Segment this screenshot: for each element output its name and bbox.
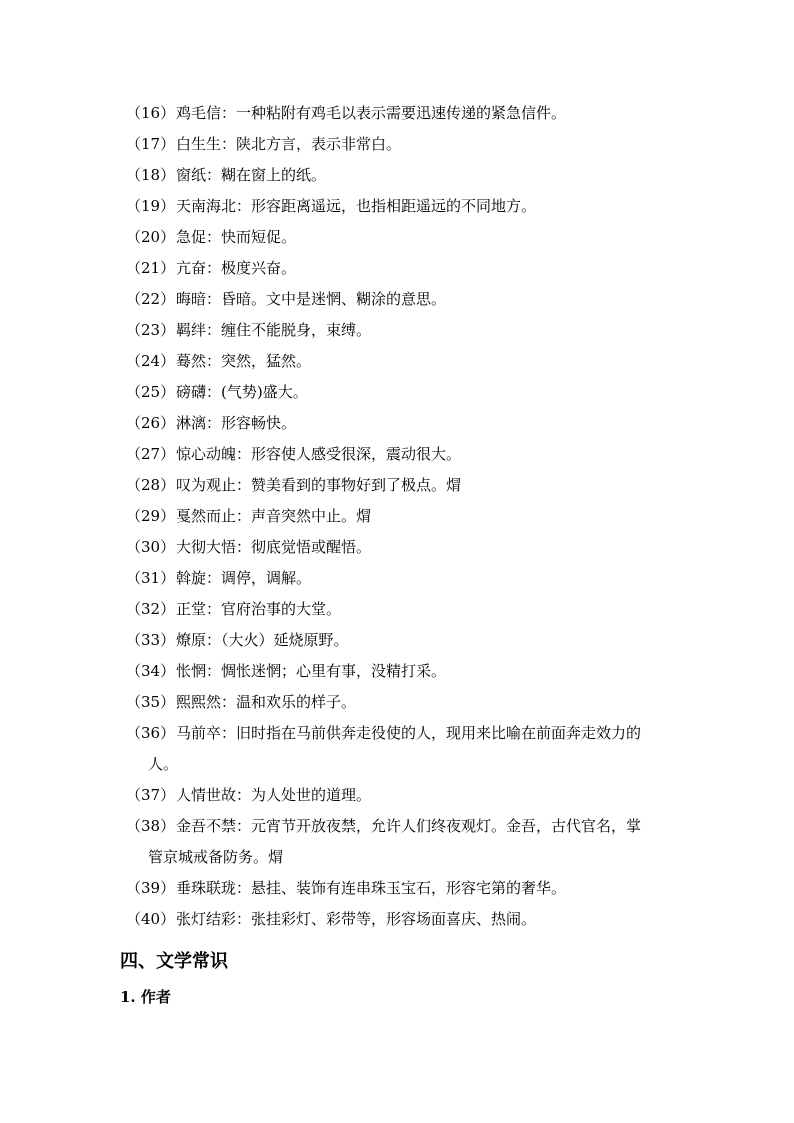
item-number: （23） [126, 321, 176, 339]
item-text: 蓦然：突然，猛然。 [176, 352, 312, 370]
list-item [126, 377, 686, 408]
item-number: （32） [126, 600, 176, 618]
item-text: 人情世故：为人处世的道理。 [176, 786, 372, 804]
item-number: （39） [126, 879, 176, 897]
item-number: （24） [126, 352, 176, 370]
item-text: 怅惘：惆怅迷惘；心里有事，没精打采。 [176, 662, 447, 680]
list-item [126, 904, 686, 935]
item-text: 熙熙然：温和欢乐的样子。 [176, 693, 357, 711]
item-number: （16） [126, 104, 176, 122]
item-number: （28） [126, 476, 176, 494]
item-number: （31） [126, 569, 176, 587]
item-text: 垂珠联珑：悬挂、装饰有连串珠玉宝石，形容宅第的奢华。 [176, 879, 567, 897]
list-item [126, 470, 686, 501]
item-text: 亢奋：极度兴奋。 [176, 259, 297, 277]
list-item [126, 284, 686, 315]
item-text: 大彻大悟：彻底觉悟或醒悟。 [176, 538, 372, 556]
list-item [126, 408, 686, 439]
vocabulary-list [126, 98, 686, 935]
list-item [126, 439, 686, 470]
item-text: 张灯结彩：张挂彩灯、彩带等，形容场面喜庆、热闹。 [176, 910, 537, 928]
item-text: 叹为观止：赞美看到的事物好到了极点。焨 [176, 476, 462, 494]
item-number: （33） [126, 631, 176, 649]
section-heading: 四、文学常识 [120, 951, 228, 972]
item-number: （21） [126, 259, 176, 277]
item-number: （30） [126, 538, 176, 556]
list-item [126, 625, 686, 656]
item-continuation: 人。 [148, 755, 179, 773]
item-text: 戛然而止：声音突然中止。焨 [176, 507, 372, 525]
item-text: 晦暗：昏暗。文中是迷惘、糊涂的意思。 [176, 290, 447, 308]
list-item [126, 656, 686, 687]
item-text: 马前卒：旧时指在马前供奔走役使的人，现用来比喻在前面奔走效力的 [176, 724, 642, 742]
item-text: 斡旋：调停，调解。 [176, 569, 312, 587]
item-text: 淋漓：形容畅快。 [176, 414, 297, 432]
item-number: （27） [126, 445, 176, 463]
item-text: 燎原：（大火）延烧原野。 [176, 631, 349, 649]
list-item [126, 501, 686, 532]
item-number: （36） [126, 724, 176, 742]
sub-heading: 1. 作者 [120, 988, 171, 1006]
list-item [126, 129, 686, 160]
list-item [126, 687, 686, 718]
item-text: 天南海北：形容距离遥远，也指相距遥远的不同地方。 [176, 197, 537, 215]
list-item [126, 811, 686, 873]
list-item [126, 98, 686, 129]
list-item [126, 315, 686, 346]
item-text: 金吾不禁：元宵节开放夜禁，允许人们终夜观灯。金吾，古代官名，掌 [176, 817, 642, 835]
item-number: （37） [126, 786, 176, 804]
item-number: （17） [126, 135, 176, 153]
list-item [126, 222, 686, 253]
list-item [126, 191, 686, 222]
item-text: 急促：快而短促。 [176, 228, 297, 246]
item-text: 磅礴：(气势)盛大。 [176, 383, 308, 401]
list-item [126, 718, 686, 780]
item-number: （40） [126, 910, 176, 928]
item-continuation: 管京城戒备防务。焨 [148, 848, 284, 866]
item-number: （34） [126, 662, 176, 680]
item-number: （35） [126, 693, 176, 711]
item-number: （25） [126, 383, 176, 401]
item-text: 鸡毛信：一种粘附有鸡毛以表示需要迅速传递的紧急信件。 [176, 104, 567, 122]
list-item [126, 780, 686, 811]
item-number: （19） [126, 197, 176, 215]
item-number: （38） [126, 817, 176, 835]
list-item [126, 594, 686, 625]
item-text: 窗纸：糊在窗上的纸。 [176, 166, 327, 184]
list-item [126, 532, 686, 563]
item-text: 惊心动魄：形容使人感受很深，震动很大。 [176, 445, 462, 463]
item-text: 正堂：官府治事的大堂。 [176, 600, 342, 618]
list-item [126, 253, 686, 284]
item-text: 白生生：陕北方言，表示非常白。 [176, 135, 402, 153]
list-item [126, 160, 686, 191]
item-number: （18） [126, 166, 176, 184]
item-number: （20） [126, 228, 176, 246]
item-number: （22） [126, 290, 176, 308]
item-number: （29） [126, 507, 176, 525]
list-item [126, 346, 686, 377]
item-text: 羁绊：缠住不能脱身，束缚。 [176, 321, 372, 339]
item-number: （26） [126, 414, 176, 432]
list-item [126, 873, 686, 904]
list-item [126, 563, 686, 594]
